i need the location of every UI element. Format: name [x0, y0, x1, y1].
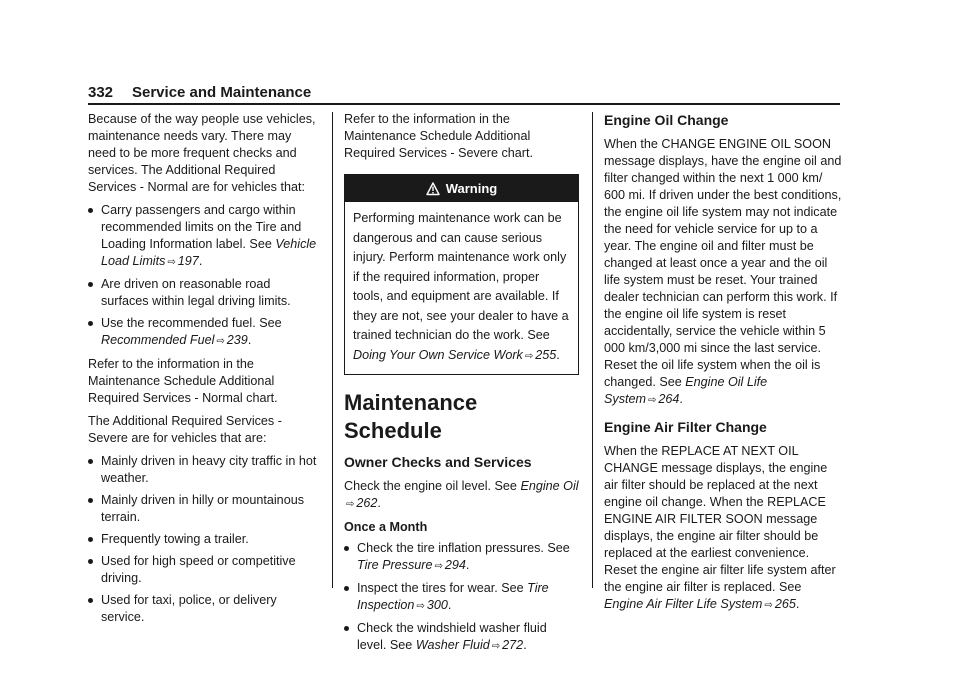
bullet-icon	[88, 559, 93, 564]
normal-chart-paragraph: Refer to the information in the Maintenance Schedule Additional Required Services - Normal chart.	[88, 357, 278, 405]
page-ref-number[interactable]: 239	[226, 333, 248, 347]
bullet-icon	[88, 282, 93, 287]
column-3	[604, 111, 842, 620]
page-ref-arrow-icon: ⇨	[524, 350, 534, 362]
air-filter-heading: Engine Air Filter Change	[604, 419, 767, 435]
section-title: Service and Maintenance	[132, 84, 312, 101]
cross-reference-link[interactable]: Tire Inspection	[357, 581, 549, 612]
bullet-icon	[88, 459, 93, 464]
warning-box	[344, 174, 579, 375]
list-item: Use the recommended fuel. See Recommended Fuel ⇨ 239.	[88, 315, 320, 350]
monthly-checks-list	[344, 540, 579, 655]
page-ref-number[interactable]: 272	[502, 638, 524, 652]
list-item: Are driven on reasonable road surfaces within legal driving limits.	[88, 276, 320, 310]
oil-change-heading: Engine Oil Change	[604, 112, 729, 128]
warning-title: Warning	[445, 181, 498, 196]
page-number: 332	[88, 84, 114, 101]
cross-reference-link[interactable]: Doing Your Own Service Work	[353, 347, 523, 362]
column-2	[344, 111, 579, 661]
cross-reference-link[interactable]: Engine Air Filter Life System	[604, 597, 763, 611]
cross-reference-link[interactable]: Vehicle Load Limits	[101, 237, 317, 268]
page-ref-number[interactable]: 255	[535, 347, 557, 362]
warning-header	[345, 175, 578, 202]
page-ref-number[interactable]: 294	[444, 558, 466, 572]
bullet-icon	[344, 626, 349, 631]
cross-reference-link[interactable]: Washer Fluid	[415, 638, 490, 652]
bullet-icon	[344, 546, 349, 551]
page-ref-arrow-icon: ⇨	[346, 499, 355, 510]
page-ref-arrow-icon: ⇨	[167, 257, 176, 268]
list-item: Carry passengers and cargo within recommended limits on the Tire and Loading Information label. See Vehicle Load Limits ⇨ 197.	[88, 202, 320, 271]
cross-reference-link[interactable]: Tire Pressure	[357, 558, 433, 572]
page-ref-arrow-icon: ⇨	[648, 395, 657, 406]
page-ref-number[interactable]: 300	[426, 598, 448, 612]
column-1	[88, 111, 320, 632]
page-ref-number[interactable]: 262	[356, 496, 378, 510]
list-item: Inspect the tires for wear. See Tire Inspection ⇨ 300.	[344, 580, 579, 615]
warning-body: Performing maintenance work can be dangerous and can cause serious injury. Perform maintenance work only if the required information, proper tools, and equipment are available. If they are not, see your dealer to have a trained technician do the work. See Doing Your Own Service Work ⇨ 255.	[353, 211, 569, 362]
page-ref-number[interactable]: 264	[658, 392, 680, 406]
warning-icon	[426, 182, 440, 196]
severe-intro-paragraph: The Additional Required Services - Severe are for vehicles that are:	[88, 414, 282, 445]
page-ref-arrow-icon: ⇨	[491, 641, 501, 652]
severe-conditions-list	[88, 453, 320, 626]
list-item: Mainly driven in heavy city traffic in hot weather.	[88, 453, 320, 487]
cross-reference-link[interactable]: Recommended Fuel	[101, 333, 215, 347]
page-header	[88, 82, 840, 104]
owner-checks-heading: Owner Checks and Services	[344, 454, 532, 470]
bullet-icon	[88, 537, 93, 542]
cross-reference-link[interactable]: Engine Oil Life System	[604, 375, 768, 406]
oil-change-paragraph: When the CHANGE ENGINE OIL SOON message displays, have the engine oil and filter changed within the next 1 000 km/ 600 mi. If driven under the best conditions, the engine oil life system may not indicate the need for vehicle service for up to a year. The engine oil and filter must be changed at least once a year and the oil life system must be reset. Your trained dealer technician can perform this work. If the engine oil life system is reset accidentally, service the vehicle within 5 000 km/3,000 mi since the last service. Reset the oil life system when the oil is changed. See Engine Oil Life System ⇨ 264.	[604, 137, 842, 406]
bullet-icon	[88, 598, 93, 603]
column-divider-2	[592, 112, 593, 588]
column-divider-1	[332, 112, 333, 588]
maintenance-schedule-heading: Maintenance Schedule	[344, 390, 478, 443]
once-a-month-heading: Once a Month	[344, 520, 428, 534]
bullet-icon	[344, 586, 349, 591]
header-divider	[88, 103, 840, 105]
list-item: Check the tire inflation pressures. See Tire Pressure ⇨ 294.	[344, 540, 579, 575]
bullet-icon	[88, 208, 93, 213]
oil-check-paragraph: Check the engine oil level. See Engine Oil ⇨ 262.	[344, 479, 579, 510]
page-ref-number[interactable]: 197	[177, 254, 199, 268]
severe-chart-paragraph: Refer to the information in the Maintenance Schedule Additional Required Services - Severe chart.	[344, 112, 533, 160]
page-ref-arrow-icon: ⇨	[764, 600, 773, 611]
page-ref-number[interactable]: 265	[774, 597, 796, 611]
bullet-icon	[88, 321, 93, 326]
cross-reference-link[interactable]: Engine Oil	[520, 479, 579, 493]
list-item: Used for taxi, police, or delivery service.	[88, 592, 320, 626]
list-item: Check the windshield washer fluid level. See Washer Fluid ⇨ 272.	[344, 620, 579, 655]
bullet-icon	[88, 498, 93, 503]
list-item: Frequently towing a trailer.	[88, 531, 320, 548]
page-ref-arrow-icon: ⇨	[434, 561, 443, 572]
page-ref-arrow-icon: ⇨	[416, 601, 425, 612]
intro-paragraph: Because of the way people use vehicles, maintenance needs vary. There may need to be more frequent checks and services. The Additional Required Services - Normal are for vehicles that:	[88, 112, 316, 194]
normal-conditions-list	[88, 202, 320, 350]
air-filter-paragraph: When the REPLACE AT NEXT OIL CHANGE message displays, the engine air filter should be replaced at the next engine oil change. When the REPLACE ENGINE AIR FILTER SOON message displays, the engine air filter should be replaced at the earliest convenience. Reset the engine air filter life system after the engine air filter is replaced. See Engine Air Filter Life System ⇨ 265.	[604, 444, 836, 611]
page-ref-arrow-icon: ⇨	[216, 336, 225, 347]
list-item: Used for high speed or competitive driving.	[88, 553, 320, 587]
list-item: Mainly driven in hilly or mountainous terrain.	[88, 492, 320, 526]
